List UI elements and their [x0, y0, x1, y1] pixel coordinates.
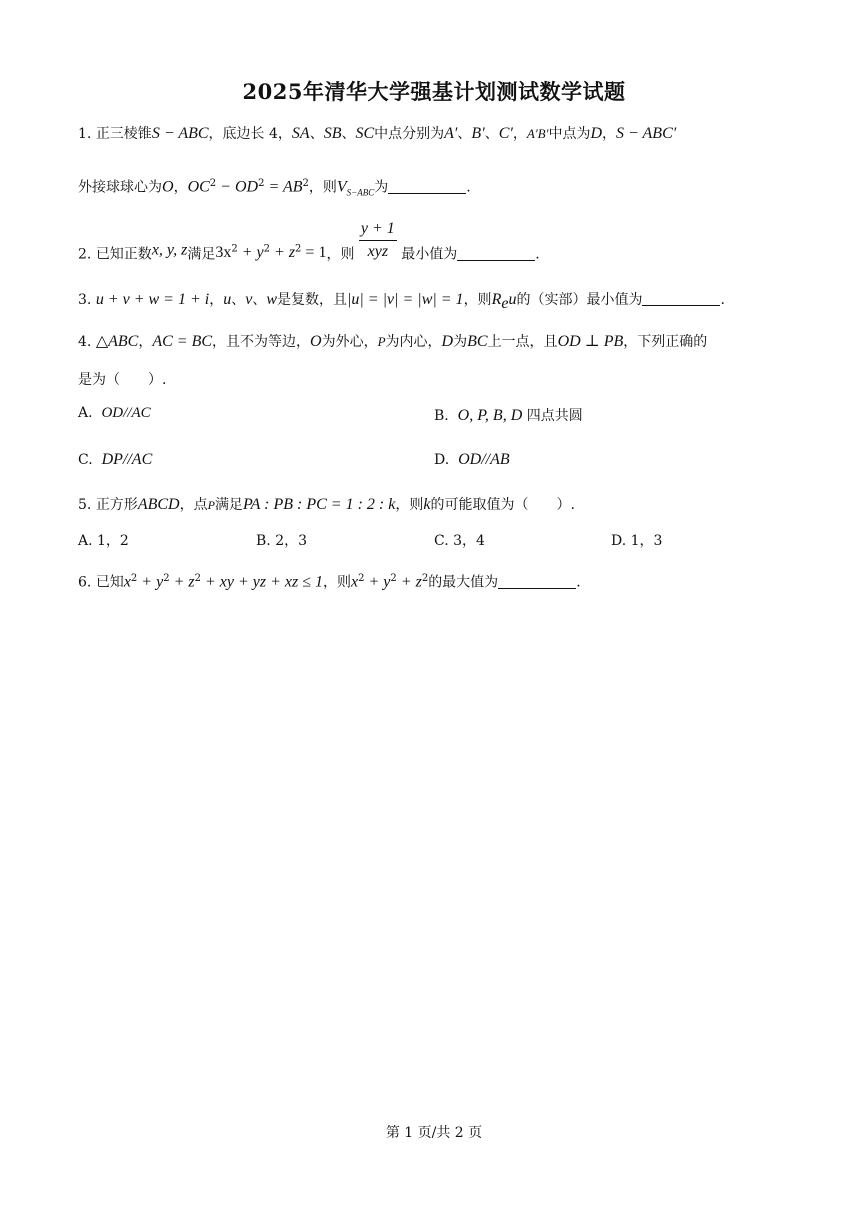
question-4-line-2: 是为（ ）. — [78, 372, 167, 388]
superscript: 2 — [163, 573, 170, 584]
math: w — [266, 291, 277, 308]
question-3 — [78, 290, 798, 314]
math: S − ABC — [151, 125, 209, 142]
text: 满足 — [187, 246, 216, 263]
superscript: 2 — [209, 178, 217, 189]
math: B′ — [471, 125, 485, 142]
fraction-numerator: y + 1 — [359, 218, 397, 241]
question-number: 3. — [78, 292, 92, 308]
text: 、 — [484, 126, 499, 142]
text: . — [720, 292, 725, 308]
subscript: e — [501, 294, 509, 312]
math: A′ — [444, 125, 458, 142]
question-number: 6. — [78, 574, 92, 591]
math: + y — [364, 573, 391, 591]
text: ，则 — [323, 574, 352, 591]
text: 的可能取值为（ ）. — [430, 497, 575, 513]
option-d: D. 1，3 — [611, 533, 663, 549]
text: ， — [173, 179, 188, 196]
text: . — [576, 574, 581, 591]
math: + y — [237, 243, 264, 261]
option-b — [434, 405, 583, 425]
math: A′B′ — [526, 126, 549, 141]
page-footer: 第 1 页/共 2 页 — [385, 1125, 483, 1141]
text: 最小值为 — [401, 246, 458, 263]
math: O — [162, 178, 174, 196]
option-c: C. 3，4 — [434, 533, 485, 549]
superscript: 2 — [358, 573, 365, 584]
option-text: DP//AC — [101, 451, 153, 468]
math: ABCD — [137, 496, 180, 513]
text: 正三棱锥 — [95, 126, 152, 142]
text: 、 — [252, 292, 267, 308]
text: ，则 — [308, 179, 337, 196]
math: D — [590, 125, 603, 142]
text: ， — [602, 126, 617, 142]
text: 、 — [309, 126, 324, 142]
math: u + v + w = 1 + i — [95, 291, 210, 308]
math: + y — [137, 573, 164, 591]
question-number: 2. — [78, 246, 92, 263]
text: 上一点，且 — [487, 334, 558, 350]
math: + z — [396, 573, 422, 591]
answer-blank — [642, 291, 720, 306]
math: + z — [169, 573, 195, 591]
option-b: B. 2，3 — [256, 533, 308, 549]
question-1-line-2 — [78, 174, 798, 202]
answer-blank — [498, 574, 576, 589]
math: AC = BC — [152, 333, 213, 350]
question-1-line-1 — [78, 124, 798, 144]
fraction — [359, 218, 397, 263]
math: OC — [187, 178, 210, 196]
text: 、 — [457, 126, 472, 142]
text: ， — [512, 126, 527, 142]
text: 中点分别为 — [374, 126, 445, 142]
math: O — [310, 333, 322, 350]
question-4-line-1 — [78, 332, 798, 352]
option-a — [78, 405, 151, 422]
math: SA — [291, 125, 310, 142]
text: . — [535, 246, 540, 263]
option-c — [78, 451, 152, 469]
text: ，且不为等边， — [212, 334, 311, 350]
question-2 — [78, 218, 798, 266]
answer-blank — [388, 179, 466, 194]
math: v — [245, 291, 253, 308]
math: P — [207, 498, 215, 512]
math: P — [377, 334, 386, 349]
superscript: 2 — [194, 573, 201, 584]
math: u — [223, 291, 232, 308]
text: 满足 — [214, 497, 243, 513]
question-6 — [78, 569, 798, 593]
superscript: 2 — [302, 178, 309, 189]
text: 中点为 — [548, 126, 591, 142]
text: ， — [138, 334, 153, 350]
text: 的（实部）最小值为 — [516, 292, 643, 308]
math: + xy + yz + xz ≤ 1 — [200, 573, 324, 591]
math: R — [491, 291, 502, 308]
text: 、 — [341, 126, 356, 142]
text: ，下列正确的 — [623, 334, 708, 350]
math: |u| = |v| = |w| = 1 — [347, 291, 464, 308]
answer-blank — [457, 246, 535, 261]
text: . — [466, 179, 471, 196]
option-label: C. — [78, 452, 93, 468]
math: x — [351, 573, 359, 591]
superscript: 2 — [258, 178, 265, 189]
text: ，则 — [395, 497, 424, 513]
option-label: B. — [434, 408, 449, 424]
text: 已知 — [95, 574, 124, 591]
question-5 — [78, 495, 798, 515]
superscript: 2 — [295, 242, 302, 254]
math: x, y, z — [151, 241, 188, 259]
text: ， — [209, 292, 224, 308]
fraction-denominator: xyz — [367, 243, 389, 260]
text: 为 — [453, 334, 468, 350]
math: x — [123, 573, 131, 591]
superscript: 2 — [130, 573, 138, 584]
text: 的最大值为 — [428, 574, 499, 591]
option-label: D. — [434, 452, 450, 468]
subscript: S−ABC — [346, 187, 375, 198]
math: △ABC — [95, 333, 139, 350]
text: ，底边长 4， — [208, 126, 292, 142]
text: 为 — [374, 179, 389, 196]
text: ，则 — [326, 246, 355, 263]
math: S − ABC′ — [616, 125, 677, 142]
math: OD ⊥ PB — [557, 333, 624, 350]
question-number: 5. — [78, 497, 92, 513]
superscript: 2 — [263, 242, 271, 254]
math: k — [423, 496, 431, 513]
text: ，则 — [463, 292, 492, 308]
math: + z — [270, 243, 296, 261]
text: 是复数，且 — [277, 292, 347, 308]
math: = 1 — [301, 243, 327, 261]
text: 为内心， — [385, 334, 442, 350]
superscript: 2 — [231, 242, 238, 254]
superscript: 2 — [421, 573, 429, 584]
option-d — [434, 451, 510, 469]
page-title: 2025年清华大学强基计划测试数学试题 — [242, 79, 626, 104]
math: D — [441, 333, 454, 350]
math: SB — [323, 125, 342, 142]
option-a: A. 1，2 — [78, 533, 129, 549]
superscript: 2 — [390, 573, 397, 584]
text: 正方形 — [95, 497, 138, 513]
math: SC — [355, 125, 375, 142]
text: 已知正数 — [95, 246, 152, 263]
math: BC — [467, 333, 488, 350]
math: PA : PB : PC = 1 : 2 : k — [242, 496, 396, 513]
option-text: O, P, B, D — [457, 407, 523, 424]
option-text: OD//AB — [458, 451, 510, 468]
text: 为外心， — [321, 334, 378, 350]
math: V — [336, 178, 347, 196]
option-suffix: 四点共圆 — [526, 408, 583, 424]
option-label: A. — [78, 405, 93, 421]
option-text: OD//AC — [101, 405, 151, 421]
question-number: 4. — [78, 334, 92, 350]
math: C′ — [498, 125, 513, 142]
question-number: 1. — [78, 126, 92, 142]
text: 、 — [231, 292, 246, 308]
math: u — [508, 291, 517, 308]
math: − OD — [216, 178, 259, 196]
text: ，点 — [179, 497, 208, 513]
text: 外接球球心为 — [78, 179, 162, 196]
math: = AB — [264, 178, 303, 196]
math: 3x — [215, 243, 232, 261]
